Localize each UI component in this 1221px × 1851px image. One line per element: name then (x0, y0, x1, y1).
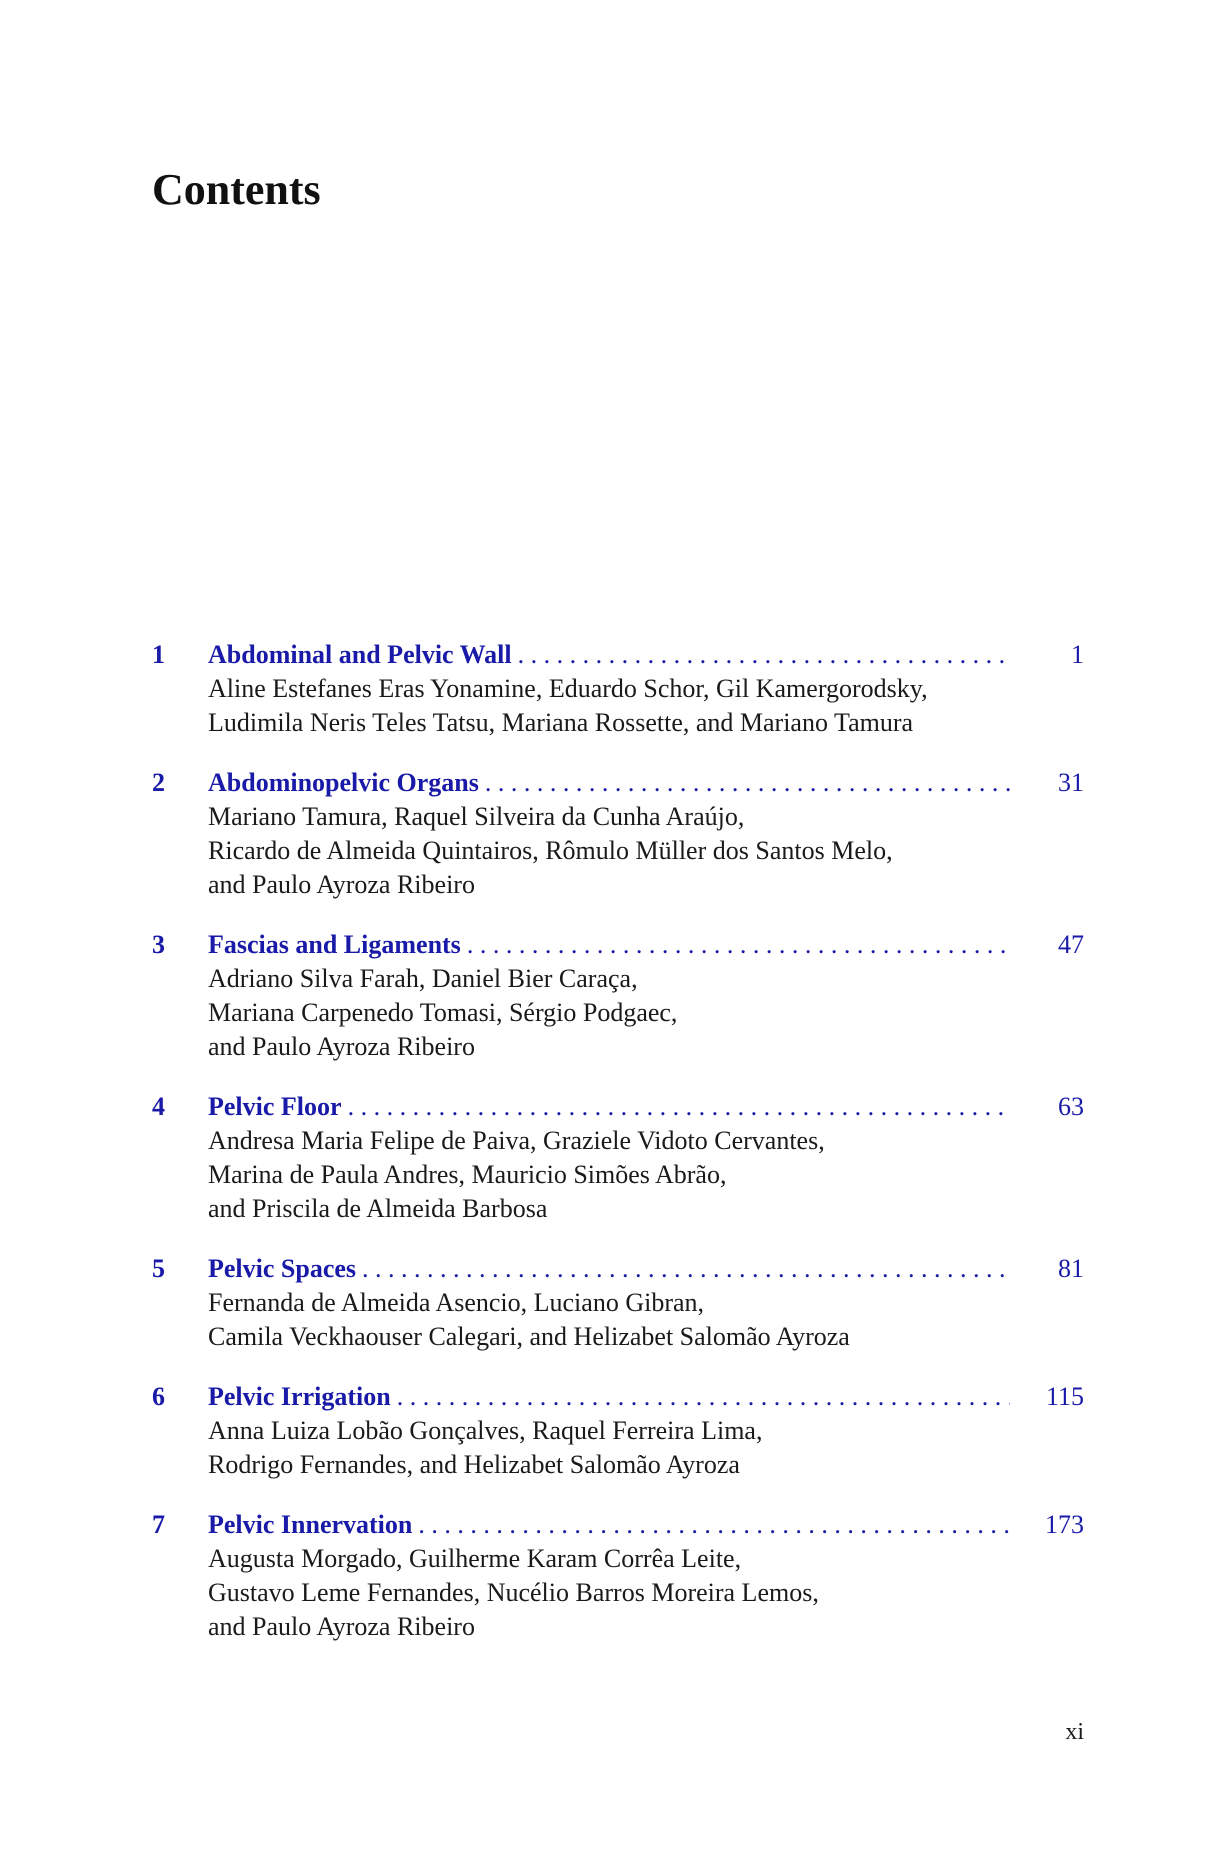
author-line: Mariana Carpenedo Tomasi, Sérgio Podgaec, (208, 998, 678, 1027)
dot-leader (342, 1090, 1010, 1124)
chapter-authors (208, 1286, 1084, 1354)
dot-leader (412, 1508, 1010, 1542)
chapter-title-link[interactable]: Fascias and Ligaments (208, 930, 461, 959)
author-line: and Priscila de Almeida Barbosa (208, 1194, 548, 1223)
chapter-page-link[interactable]: 1 (1071, 640, 1084, 669)
chapter-title-link[interactable]: Abdominopelvic Organs (208, 768, 479, 797)
chapter-title-row (208, 1090, 1010, 1124)
chapter-title-row (208, 1380, 1010, 1414)
author-line: and Paulo Ayroza Ribeiro (208, 870, 475, 899)
author-line: Anna Luiza Lobão Gonçalves, Raquel Ferreira Lima, (208, 1416, 763, 1445)
dot-leader (512, 638, 1010, 672)
chapter-page-link[interactable]: 173 (1045, 1510, 1084, 1539)
toc-entry-3 (152, 928, 1084, 1064)
chapter-number: 5 (152, 1254, 165, 1283)
chapter-authors (208, 1414, 1084, 1482)
toc-entry-head (152, 1380, 1084, 1414)
chapter-page-link[interactable]: 47 (1058, 930, 1084, 959)
author-line: Ludimila Neris Teles Tatsu, Mariana Rossette, and Mariano Tamura (208, 708, 914, 737)
toc-entry-6 (152, 1380, 1084, 1482)
chapter-title-link[interactable]: Pelvic Floor (208, 1092, 342, 1121)
chapter-authors (208, 1542, 1084, 1644)
chapter-title-row (208, 928, 1010, 962)
chapter-title-link[interactable]: Pelvic Innervation (208, 1510, 413, 1539)
toc-entry-4 (152, 1090, 1084, 1226)
author-line: Andresa Maria Felipe de Paiva, Graziele Vidoto Cervantes, (208, 1126, 825, 1155)
dot-leader (391, 1380, 1010, 1414)
chapter-page-link[interactable]: 81 (1058, 1254, 1084, 1283)
chapter-title-row (208, 1508, 1010, 1542)
toc-entry-head (152, 1090, 1084, 1124)
author-line: Marina de Paula Andres, Mauricio Simões Abrão, (208, 1160, 727, 1189)
chapter-page-link[interactable]: 115 (1045, 1382, 1084, 1411)
chapter-title-link[interactable]: Abdominal and Pelvic Wall (208, 640, 512, 669)
chapter-authors (208, 962, 1084, 1064)
chapter-page-link[interactable]: 31 (1058, 768, 1084, 797)
chapter-page-link[interactable]: 63 (1058, 1092, 1084, 1121)
toc-entry-7 (152, 1508, 1084, 1644)
toc-entry-2 (152, 766, 1084, 902)
chapter-authors (208, 672, 1084, 740)
author-line: and Paulo Ayroza Ribeiro (208, 1032, 475, 1061)
chapter-number: 7 (152, 1510, 165, 1539)
chapter-number: 1 (152, 640, 165, 669)
chapter-title-link[interactable]: Pelvic Irrigation (208, 1382, 391, 1411)
chapter-number: 3 (152, 930, 165, 959)
toc-entry-head (152, 1508, 1084, 1542)
chapter-authors (208, 1124, 1084, 1226)
author-line: Ricardo de Almeida Quintairos, Rômulo Müller dos Santos Melo, (208, 836, 893, 865)
author-line: Augusta Morgado, Guilherme Karam Corrêa Leite, (208, 1544, 742, 1573)
author-line: Aline Estefanes Eras Yonamine, Eduardo Schor, Gil Kamergorodsky, (208, 674, 928, 703)
dot-leader (356, 1252, 1010, 1286)
table-of-contents (152, 638, 1084, 1670)
author-line: Adriano Silva Farah, Daniel Bier Caraça, (208, 964, 638, 993)
author-line: Gustavo Leme Fernandes, Nucélio Barros Moreira Lemos, (208, 1578, 819, 1607)
page-number: xi (1065, 1719, 1084, 1745)
toc-entry-head (152, 766, 1084, 800)
toc-entry-head (152, 928, 1084, 962)
author-line: Camila Veckhaouser Calegari, and Helizabet Salomão Ayroza (208, 1322, 850, 1351)
toc-entry-head (152, 638, 1084, 672)
chapter-number: 2 (152, 768, 165, 797)
toc-entry-head (152, 1252, 1084, 1286)
page-title: Contents (152, 165, 321, 214)
chapter-number: 4 (152, 1092, 165, 1121)
author-line: Rodrigo Fernandes, and Helizabet Salomão Ayroza (208, 1450, 740, 1479)
dot-leader (479, 766, 1010, 800)
chapter-title-row (208, 1252, 1010, 1286)
chapter-title-link[interactable]: Pelvic Spaces (208, 1254, 357, 1283)
chapter-title-row (208, 766, 1010, 800)
chapter-title-row (208, 638, 1010, 672)
toc-entry-1 (152, 638, 1084, 740)
chapter-number: 6 (152, 1382, 165, 1411)
author-line: Mariano Tamura, Raquel Silveira da Cunha Araújo, (208, 802, 745, 831)
author-line: Fernanda de Almeida Asencio, Luciano Gibran, (208, 1288, 705, 1317)
author-line: and Paulo Ayroza Ribeiro (208, 1612, 475, 1641)
dot-leader (461, 928, 1010, 962)
chapter-authors (208, 800, 1084, 902)
toc-entry-5 (152, 1252, 1084, 1354)
